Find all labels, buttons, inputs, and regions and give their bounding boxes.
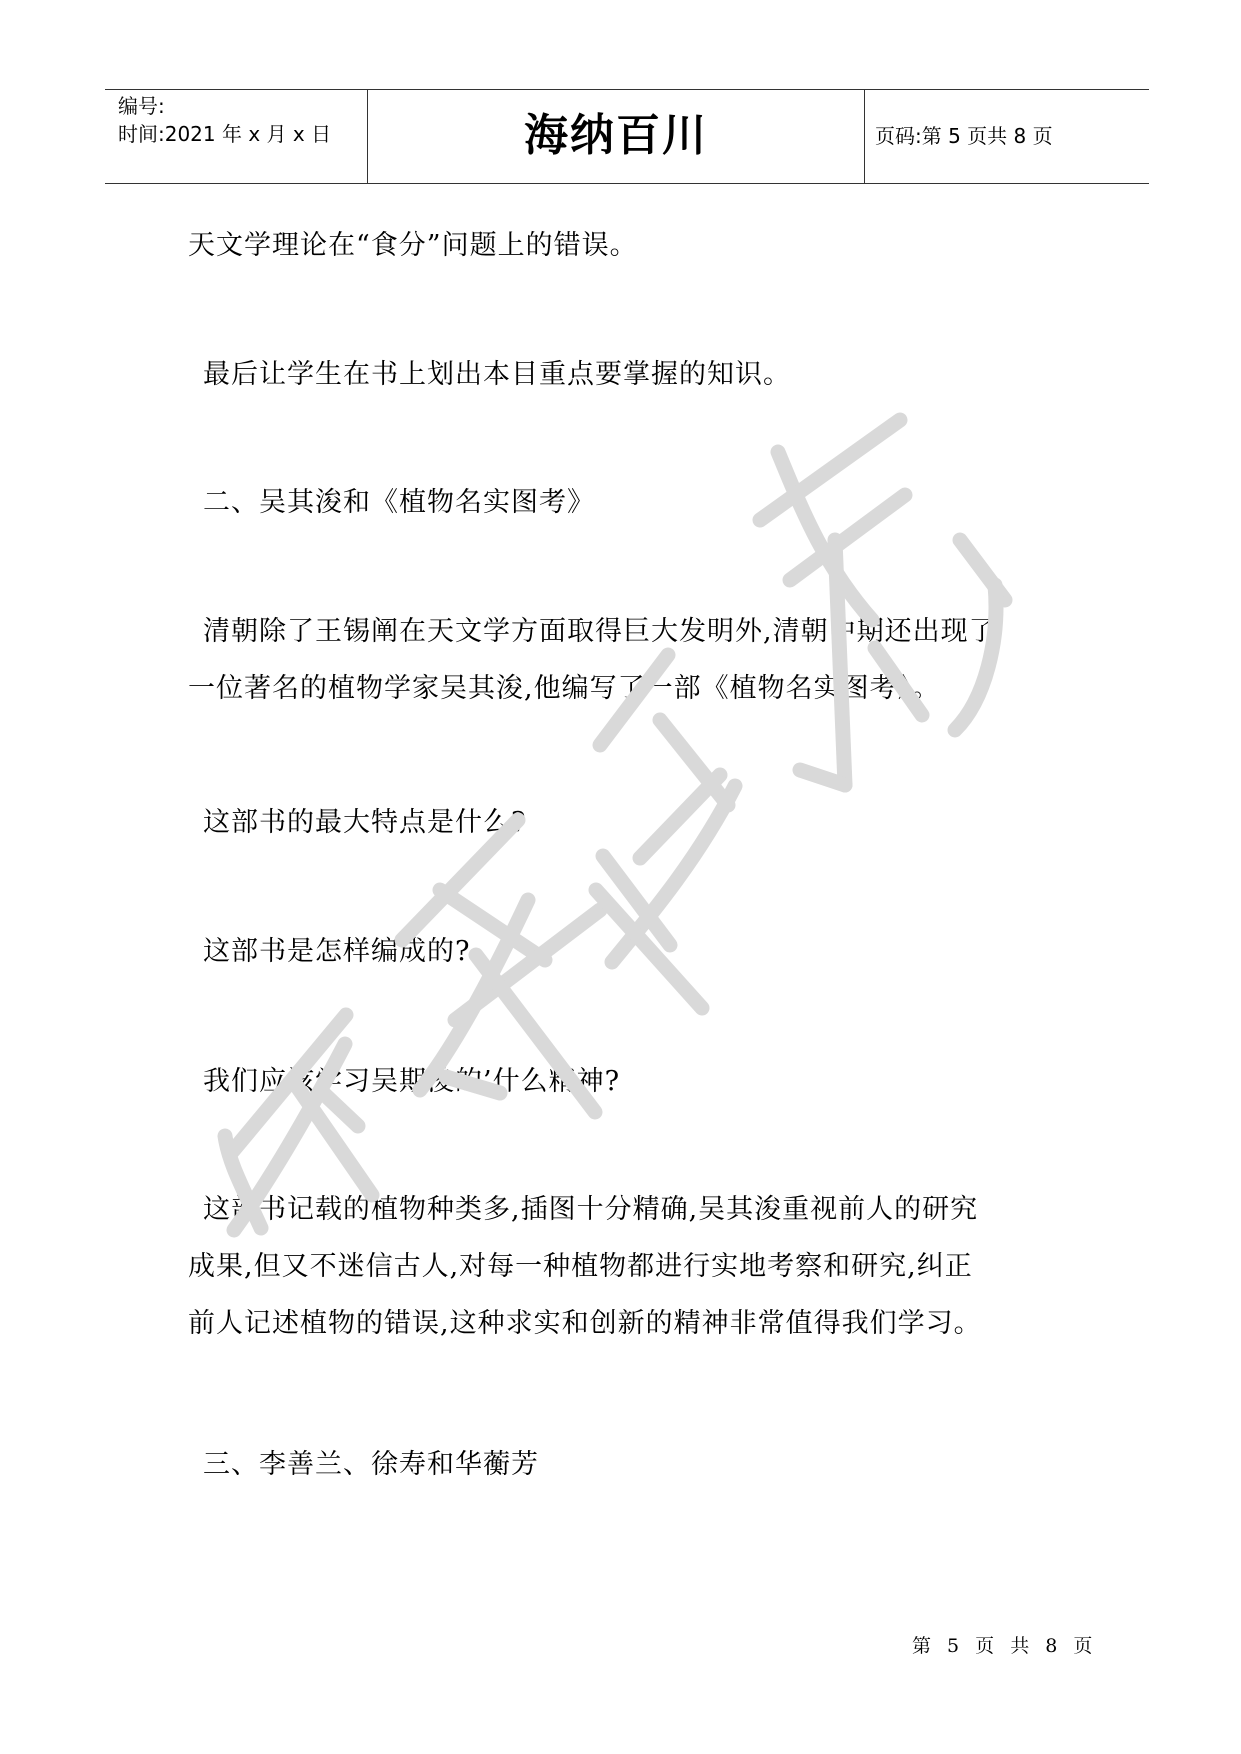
text-line: 这部书的最大特点是什么?: [203, 807, 527, 838]
header-page-number: 页码:第 5 页共 8 页: [875, 124, 1053, 148]
doc-time-label: 时间:2021 年 x 月 x 日: [118, 122, 332, 146]
text-line: 成果,但又不迷信古人,对每一种植物都进行实地考察和研究,纠正: [188, 1251, 973, 1282]
heading-text: 二、吴其浚和《植物名实图考》: [203, 487, 595, 518]
question-2: [203, 923, 1083, 980]
doc-number-label: 编号:: [118, 94, 165, 118]
text-line: 这部书是怎样编成的?: [203, 936, 471, 967]
question-3: [203, 1053, 1083, 1110]
text-line: 这部书记载的植物种类多,插图十分精确,吴其浚重视前人的研究: [203, 1194, 979, 1225]
text-line: 我们应该学习吴期浚的’什么精神?: [203, 1066, 621, 1097]
page-header: [105, 89, 1149, 184]
text-line: 天文学理论在“食分”问题上的错误。: [188, 230, 638, 261]
heading-text: 三、李善兰、徐寿和华蘅芳: [203, 1449, 539, 1480]
header-page-cell: [865, 90, 1149, 183]
question-1: [203, 794, 1083, 851]
paragraph-3: [188, 603, 1068, 717]
paragraph-1: [188, 217, 1068, 274]
paragraph-4: [188, 1181, 1068, 1352]
brand-title: 海纳百川: [524, 110, 708, 161]
text-line: 清朝除了王锡阐在天文学方面取得巨大发明外,清朝中期还出现了: [203, 616, 997, 647]
section-heading-3: [203, 1436, 1083, 1493]
text-line: 一位著名的植物学家吴其浚,他编写了一部《植物名实图考》。: [188, 673, 941, 704]
header-brand-cell: [368, 90, 865, 183]
section-heading-2: [203, 474, 1083, 531]
paragraph-2: [203, 346, 1083, 403]
text-line: 前人记述植物的错误,这种求实和创新的精神非常值得我们学习。: [188, 1308, 982, 1339]
header-meta-cell: [105, 90, 368, 183]
footer-page-number: 第 5 页 共 8 页: [912, 1635, 1098, 1657]
text-line: 最后让学生在书上划出本目重点要掌握的知识。: [203, 359, 791, 390]
